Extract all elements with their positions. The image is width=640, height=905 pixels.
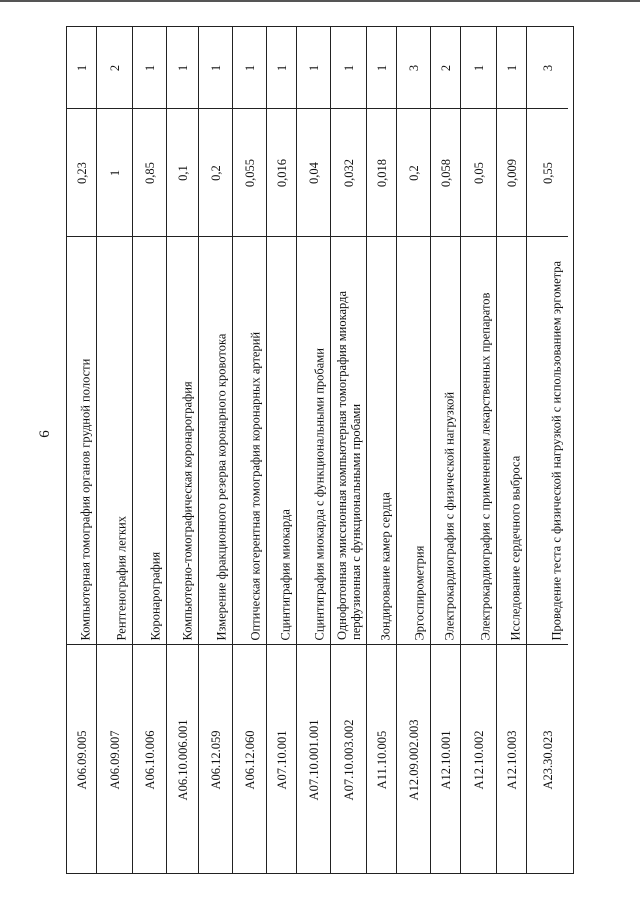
service-frequency: 0,23 — [74, 161, 89, 184]
service-frequency-cell — [527, 109, 568, 237]
service-name: Электрокардиография с применением лекарственных препаратов — [478, 292, 493, 640]
service-frequency-cell — [233, 109, 266, 237]
service-code-cell — [297, 645, 330, 875]
service-frequency: 1 — [107, 169, 122, 176]
service-frequency-cell — [97, 109, 132, 237]
service-name: Оптическая когерентная томография коронарных артерий — [248, 331, 263, 640]
service-quantity: 2 — [438, 64, 453, 71]
table-row — [331, 27, 367, 873]
service-frequency-cell — [431, 109, 460, 237]
service-quantity-cell — [497, 27, 526, 109]
service-quantity-cell — [331, 27, 366, 109]
table-row — [497, 27, 527, 873]
service-name-cell — [267, 237, 296, 645]
service-frequency-cell — [167, 109, 198, 237]
service-quantity: 1 — [74, 64, 89, 71]
service-code: A06.12.059 — [208, 730, 223, 790]
service-name: Компьютерно-томографическая коронарография — [180, 380, 195, 640]
service-quantity-cell — [67, 27, 96, 109]
service-frequency: 0,032 — [341, 158, 356, 187]
service-frequency: 0,055 — [242, 158, 257, 187]
service-frequency-cell — [367, 109, 396, 237]
service-quantity-cell — [167, 27, 198, 109]
service-name: Проведение теста с физической нагрузкой с использованием эргометра — [549, 260, 564, 640]
service-frequency-cell — [199, 109, 232, 237]
table-row — [297, 27, 331, 873]
service-name: Сцинтиграфия миокарда с функциональными пробами — [312, 347, 327, 640]
service-name-cell — [331, 237, 366, 645]
service-code: A06.12.060 — [242, 730, 257, 790]
service-frequency-cell — [133, 109, 166, 237]
service-frequency: 0,1 — [175, 164, 190, 181]
service-name-cell — [199, 237, 232, 645]
service-quantity: 1 — [142, 64, 157, 71]
service-quantity-cell — [133, 27, 166, 109]
service-code-cell — [397, 645, 430, 875]
service-quantity-cell — [461, 27, 496, 109]
table-row — [397, 27, 431, 873]
service-frequency: 0,04 — [306, 161, 321, 184]
service-quantity: 1 — [208, 64, 223, 71]
table-row — [167, 27, 199, 873]
table-row — [133, 27, 167, 873]
service-code-cell — [67, 645, 96, 875]
service-name: Зондирование камер сердца — [378, 491, 393, 640]
service-code: A12.10.002 — [471, 730, 486, 790]
service-name-cell — [367, 237, 396, 645]
service-quantity-cell — [527, 27, 568, 109]
table-row — [431, 27, 461, 873]
service-name-cell — [527, 237, 568, 645]
service-quantity-cell — [431, 27, 460, 109]
service-quantity: 2 — [107, 64, 122, 71]
service-name-cell — [233, 237, 266, 645]
service-frequency: 0,55 — [540, 161, 555, 184]
table-row — [199, 27, 233, 873]
service-name: Сцинтиграфия миокарда — [278, 508, 293, 640]
service-frequency-cell — [397, 109, 430, 237]
service-frequency-cell — [461, 109, 496, 237]
service-frequency: 0,016 — [274, 158, 289, 187]
service-quantity: 1 — [175, 64, 190, 71]
top-border-line — [0, 0, 640, 2]
table-row — [367, 27, 397, 873]
service-name: Однофотонная эмиссионная компьютерная томография миокарда перфузионная с функциональными пробами — [335, 290, 363, 640]
service-code-cell — [267, 645, 296, 875]
service-quantity-cell — [397, 27, 430, 109]
service-quantity-cell — [199, 27, 232, 109]
service-quantity: 3 — [540, 64, 555, 71]
service-name-cell — [397, 237, 430, 645]
service-code-cell — [527, 645, 568, 875]
service-code: A06.09.005 — [74, 730, 89, 790]
service-name-cell — [167, 237, 198, 645]
service-code: A06.10.006.001 — [175, 719, 190, 801]
service-name: Исследование сердечного выброса — [508, 455, 523, 640]
services-table — [66, 26, 574, 874]
service-code-cell — [461, 645, 496, 875]
service-code: A11.10.005 — [374, 730, 389, 790]
service-name-cell — [97, 237, 132, 645]
service-name-cell — [461, 237, 496, 645]
service-quantity: 3 — [406, 64, 421, 71]
service-frequency: 0,2 — [208, 164, 223, 181]
page-number: 6 — [37, 430, 53, 438]
service-frequency-cell — [67, 109, 96, 237]
service-name-cell — [297, 237, 330, 645]
service-name-cell — [497, 237, 526, 645]
service-frequency: 0,2 — [406, 164, 421, 181]
service-quantity-cell — [233, 27, 266, 109]
service-code-cell — [331, 645, 366, 875]
service-name: Измерение фракционного резерва коронарного кровотока — [214, 333, 229, 640]
service-quantity-cell — [267, 27, 296, 109]
service-code: A12.10.003 — [504, 730, 519, 790]
service-quantity: 1 — [504, 64, 519, 71]
service-quantity: 1 — [374, 64, 389, 71]
service-code-cell — [233, 645, 266, 875]
service-frequency-cell — [331, 109, 366, 237]
service-code: A06.09.007 — [107, 730, 122, 790]
service-name-cell — [67, 237, 96, 645]
service-frequency: 0,009 — [504, 158, 519, 187]
service-code-cell — [97, 645, 132, 875]
service-quantity-cell — [297, 27, 330, 109]
table-row — [267, 27, 297, 873]
service-frequency-cell — [497, 109, 526, 237]
service-quantity: 1 — [341, 64, 356, 71]
service-code-cell — [497, 645, 526, 875]
table-row — [67, 27, 97, 873]
service-code-cell — [367, 645, 396, 875]
service-code: A23.30.023 — [540, 730, 555, 790]
service-code-cell — [133, 645, 166, 875]
service-code: A07.10.001.001 — [306, 719, 321, 801]
service-quantity: 1 — [242, 64, 257, 71]
service-code: A07.10.001 — [274, 730, 289, 790]
service-frequency: 0,05 — [471, 161, 486, 184]
service-quantity-cell — [367, 27, 396, 109]
table-row — [527, 27, 568, 873]
service-name-cell — [133, 237, 166, 645]
service-frequency: 0,85 — [142, 161, 157, 184]
service-quantity: 1 — [274, 64, 289, 71]
service-frequency-cell — [297, 109, 330, 237]
service-name: Электрокардиография с физической нагрузкой — [442, 391, 457, 640]
service-code: A12.10.001 — [438, 730, 453, 790]
service-quantity-cell — [97, 27, 132, 109]
table-row — [461, 27, 497, 873]
service-name: Компьютерная томография органов грудной полости — [78, 358, 93, 640]
table-row — [233, 27, 267, 873]
service-frequency: 0,058 — [438, 158, 453, 187]
service-code-cell — [199, 645, 232, 875]
service-code: A12.09.002.003 — [406, 719, 421, 801]
service-name: Рентгенография легких — [114, 515, 129, 640]
service-code: A06.10.006 — [142, 730, 157, 790]
service-code: A07.10.003.002 — [341, 719, 356, 801]
service-name: Коронарография — [148, 551, 163, 640]
table-row — [97, 27, 133, 873]
service-code-cell — [431, 645, 460, 875]
service-quantity: 1 — [306, 64, 321, 71]
service-frequency: 0,018 — [374, 158, 389, 187]
service-name-cell — [431, 237, 460, 645]
service-code-cell — [167, 645, 198, 875]
service-quantity: 1 — [471, 64, 486, 71]
service-frequency-cell — [267, 109, 296, 237]
service-name: Эргоспирометрия — [412, 545, 427, 640]
